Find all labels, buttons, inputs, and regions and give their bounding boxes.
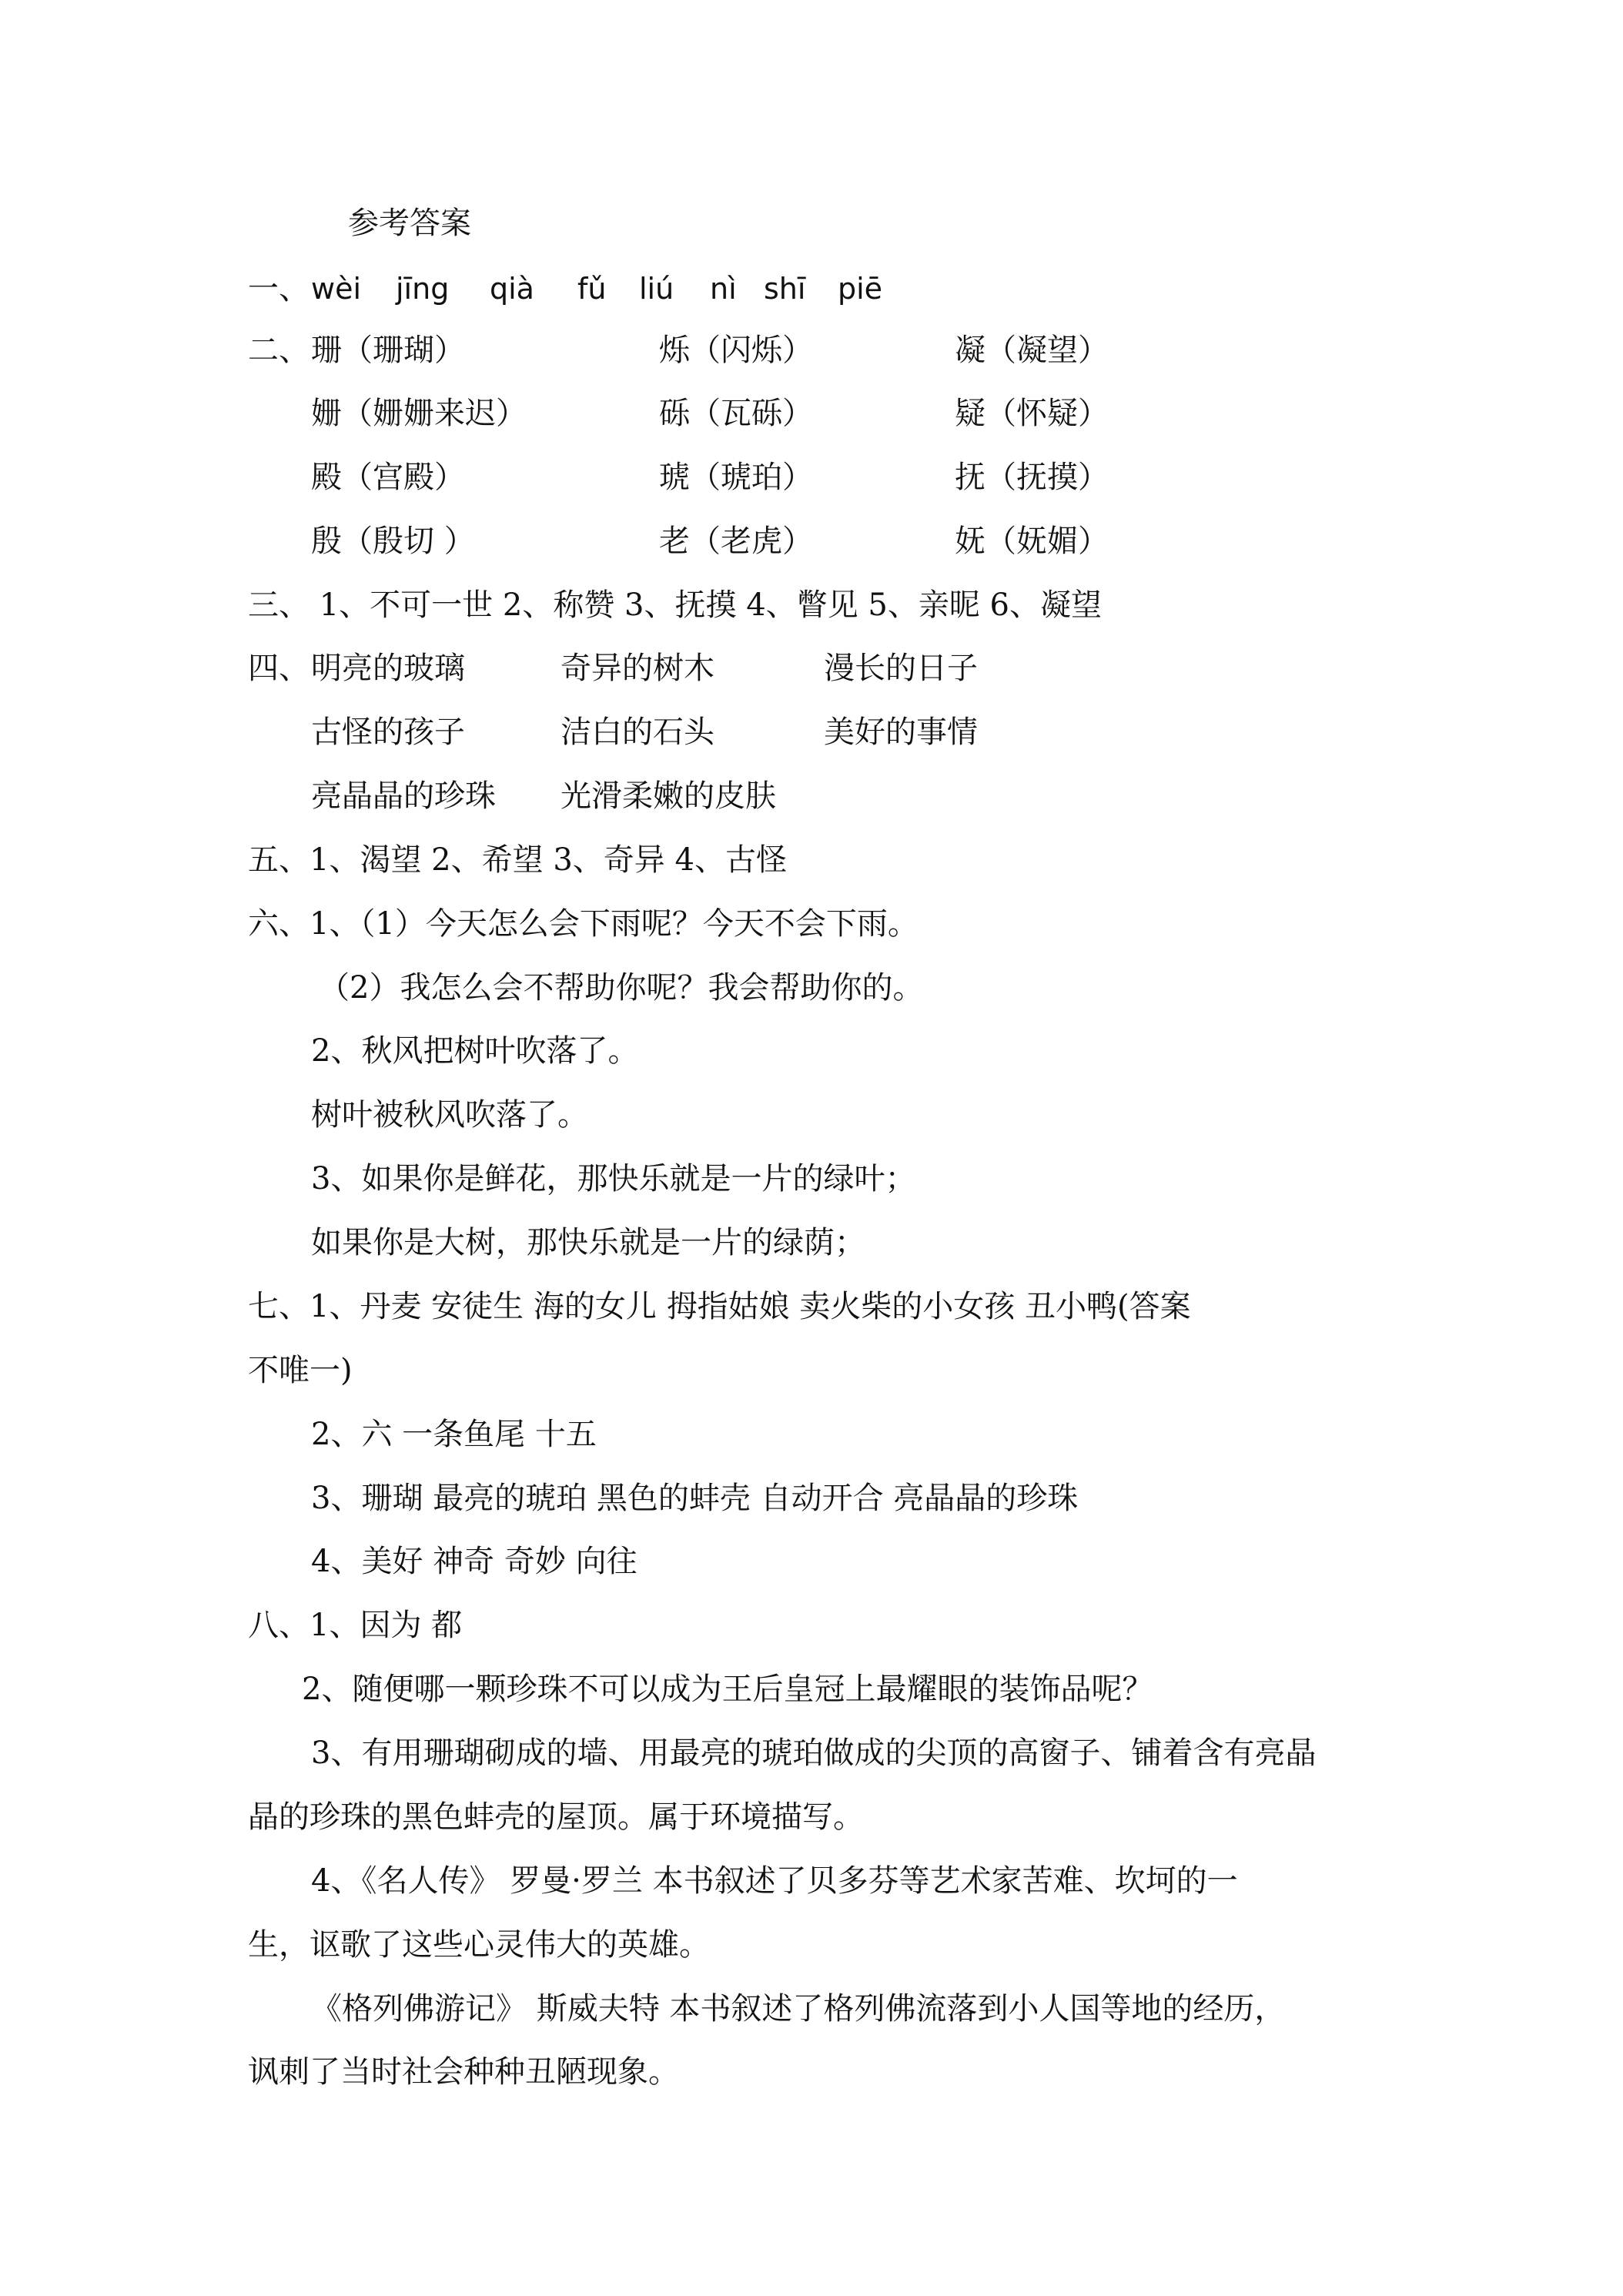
phrase: 洁白的石头 [561, 715, 714, 750]
word-group: 凝（凝望） [955, 333, 1109, 368]
phrase: 古怪的孩子 [311, 715, 465, 750]
phrase: 漫长的日子 [824, 651, 978, 686]
section-6-line: 树叶被秋风吹落了。 [311, 1097, 588, 1133]
section-4-marker: 四、 [248, 651, 310, 686]
section-8-line: 4、《名人传》 罗曼·罗兰 本书叙述了贝多芬等艺术家苦难、坎坷的一 [311, 1863, 1238, 1899]
section-8-line: 《格列佛游记》 斯威夫特 本书叙述了格列佛流落到小人国等地的经历， [311, 1991, 1286, 2027]
section-8-line: 2、随便哪一颗珍珠不可以成为王后皇冠上最耀眼的装饰品呢？ [302, 1672, 1153, 1707]
word-group: 妩（妩媚） [955, 524, 1109, 559]
section-2-marker: 二、 [248, 333, 310, 368]
word-group: 砾（瓦砾） [659, 396, 813, 431]
word-group: 殿（宫殿） [311, 460, 465, 495]
section-6-line: 2、秋风把树叶吹落了。 [311, 1033, 639, 1069]
section-7-line: 4、美好 神奇 奇妙 向往 [311, 1544, 637, 1579]
section-8-line: 晶的珍珠的黑色蚌壳的屋顶。属于环境描写。 [248, 1799, 864, 1835]
word-group: 殷（殷切 ） [311, 524, 475, 559]
section-5-answers: 五、1、渴望 2、希望 3、奇异 4、古怪 [248, 842, 787, 878]
section-6-line: 3、如果你是鲜花，那快乐就是一片的绿叶； [311, 1161, 916, 1197]
pinyin-item: nì [710, 272, 737, 306]
word-group: 烁（闪烁） [659, 333, 813, 368]
page-title: 参考答案 [348, 206, 471, 241]
phrase: 美好的事情 [824, 715, 978, 750]
section-6-line: （2）我怎么会不帮助你呢？我会帮助你的。 [319, 970, 924, 1006]
section-8-line: 八、1、因为 都 [248, 1608, 463, 1643]
pinyin-item: jīng [396, 272, 450, 306]
pinyin-item: shī [764, 272, 806, 306]
section-7-line: 不唯一) [248, 1353, 353, 1388]
pinyin-item: fǔ [577, 272, 607, 306]
phrase: 光滑柔嫩的皮肤 [561, 778, 776, 814]
section-8-line: 生，讴歌了这些心灵伟大的英雄。 [248, 1927, 710, 1963]
word-group: 老（老虎） [659, 524, 813, 559]
pinyin-item: liú [639, 272, 674, 306]
section-7-line: 七、1、丹麦 安徒生 海的女儿 拇指姑娘 卖火柴的小女孩 丑小鸭(答案 [248, 1289, 1191, 1324]
section-3-answers: 三、 1、不可一世 2、称赞 3、抚摸 4、瞥见 5、亲昵 6、凝望 [248, 587, 1102, 623]
phrase: 亮晶晶的珍珠 [311, 778, 496, 814]
section-7-line: 3、珊瑚 最亮的琥珀 黑色的蚌壳 自动开合 亮晶晶的珍珠 [311, 1481, 1079, 1516]
word-group: 珊（珊瑚） [311, 333, 465, 368]
section-6-line: 六、1、（1）今天怎么会下雨呢？今天不会下雨。 [248, 906, 919, 942]
section-6-line: 如果你是大树，那快乐就是一片的绿荫； [311, 1225, 865, 1260]
section-1-marker: 一、 [248, 271, 310, 306]
word-group: 疑（怀疑） [955, 396, 1109, 431]
pinyin-item: qià [490, 272, 534, 306]
pinyin-item: piē [838, 272, 883, 306]
word-group: 琥（琥珀） [659, 460, 813, 495]
word-group: 抚（抚摸） [955, 460, 1109, 495]
phrase: 奇异的树木 [561, 651, 714, 686]
section-8-line: 讽刺了当时社会种种丑陋现象。 [248, 2054, 679, 2090]
word-group: 姗（姗姗来迟） [311, 396, 527, 431]
section-8-line: 3、有用珊瑚砌成的墙、用最亮的琥珀做成的尖顶的高窗子、铺着含有亮晶 [311, 1735, 1317, 1771]
phrase: 明亮的玻璃 [311, 651, 465, 686]
section-7-line: 2、六 一条鱼尾 十五 [311, 1417, 597, 1452]
pinyin-item: wèi [311, 272, 362, 306]
